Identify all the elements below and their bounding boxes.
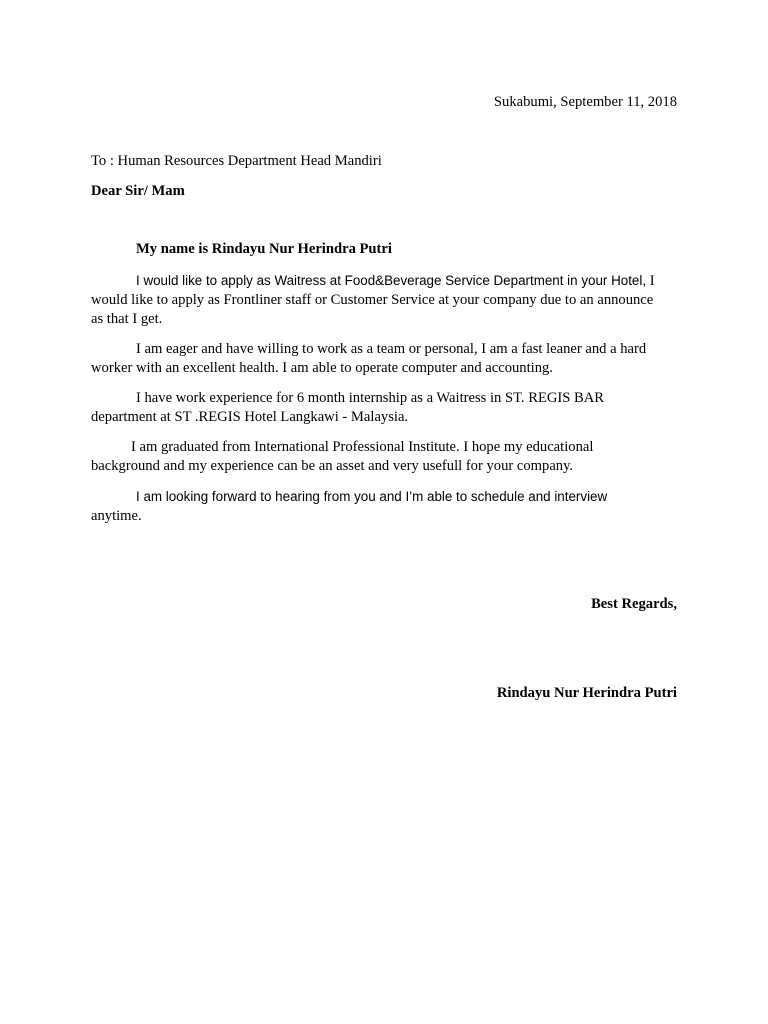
paragraph-application xyxy=(91,271,681,329)
paragraph-education xyxy=(91,438,681,476)
intro-line: My name is Rindayu Nur Herindra Putri xyxy=(136,241,392,257)
salutation: Dear Sir/ Mam xyxy=(91,183,185,199)
letter-date: Sukabumi, September 11, 2018 xyxy=(493,94,677,110)
skills-line-2: worker with an excellent health. I am able to operate computer and accounting. xyxy=(91,360,553,376)
education-line-2: background and my experience can be an asset and very usefull for your company. xyxy=(91,458,574,474)
closing-remarks-line-1: I am looking forward to hearing from you and I’m able to schedule and interview xyxy=(136,489,608,504)
signature-name: Rindayu Nur Herindra Putri xyxy=(496,685,677,701)
paragraph-skills xyxy=(91,340,681,378)
application-line-1: I would like to apply as Waitress at Food&Beverage Service Department in your Hotel, xyxy=(136,273,647,288)
experience-line-2: department at ST .REGIS Hotel Langkawi - Malaysia. xyxy=(91,409,409,425)
closing-remarks-line-2: anytime. xyxy=(91,508,142,524)
recipient-line: To : Human Resources Department Head Mandiri xyxy=(91,153,382,169)
experience-line-1: I have work experience for 6 month internship as a Waitress in ST. REGIS BAR xyxy=(136,390,605,406)
paragraph-closing-remarks xyxy=(91,487,681,526)
education-line-1: I am graduated from International Professional Institute. I hope my educational xyxy=(131,439,594,455)
closing-phrase: Best Regards, xyxy=(591,596,677,612)
skills-line-1: I am eager and have willing to work as a team or personal, I am a fast leaner and a hard xyxy=(136,341,647,357)
application-line-3: as that I get. xyxy=(91,311,163,327)
application-line-2: would like to apply as Frontliner staff or Customer Service at your company due to an announce xyxy=(91,292,654,308)
paragraph-experience xyxy=(91,389,681,427)
application-line-1-tail: I xyxy=(646,273,655,289)
